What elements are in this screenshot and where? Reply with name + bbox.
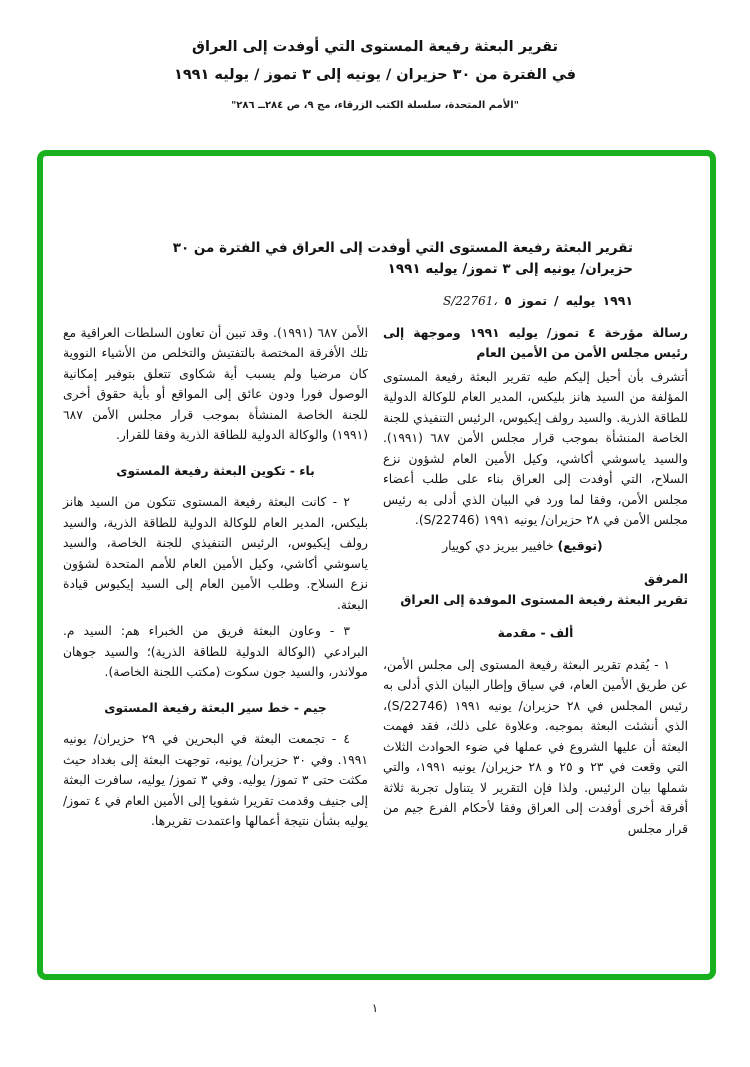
section-heading-b: باء - تكوين البعثة رفيعة المستوى [116, 463, 315, 478]
letter-body: أتشرف بأن أحيل إليكم طيه تقرير البعثة رفيعة المستوى المؤلفة من السيد هانز بليكس، المدير العام للوكالة الدولية للطاقة الذرية. والسيد رولف إيكيوس، الرئيس التنفيذي للجنة الخاصة المنشأة بموجب قرار مجلس الأمن ٦٨٧ (١٩٩١). والسيد ياسوشي أكاشي، وكيل الأمين العام لشؤون نزع السلاح، التي أوفدت إلى العراق بناء على طلب أعضاء مجلس الأمن، وفقا لما ورد في البيان الذي أدلى به رئيس مجلس الأمن في ٢٨ حزيران/ يونيه ١٩٩١ (S/22746). [383, 369, 688, 528]
document-symbol-date-slash: / [554, 292, 559, 308]
page-title-line1: تقرير البعثة رفيعة المستوى التي أوفدت إلى العراق [192, 39, 558, 55]
section-heading-c: جيم - خط سير البعثة رفيعة المستوى [104, 700, 327, 715]
document-symbol-line [63, 292, 633, 310]
document-symbol-number: S/22761، [442, 293, 498, 308]
document-frame [37, 150, 716, 980]
signature-line [383, 536, 603, 557]
document-symbol-date-day: ٥ [504, 292, 512, 308]
document-symbol-date-month-en: يوليه [565, 292, 596, 308]
source-note: "الأمم المتحدة، سلسلة الكتب الزرقاء، مج ٩، ص ٢٨٤ــ ٢٨٦" [231, 99, 519, 111]
signature-label: (توقيع) [557, 538, 603, 553]
paragraph-3: ٣ - وعاون البعثة فريق من الخبراء هم: السيد م. البرادعي (الوكالة الدولية للطاقة الذرية)؛ والسيد جوهان مولاندر، والسيد جون سكوت (مكتب اللجنة الخاصة). [63, 624, 368, 680]
document-symbol-date-year: ١٩٩١ [602, 292, 633, 308]
page-header [0, 40, 750, 111]
column-second [63, 323, 368, 840]
document-heading: تقرير البعثة رفيعة المستوى التي أوفدت إلى العراق في الفترة من ٣٠ حزيران/ يونيه إلى ٣ تموز/ يوليه ١٩٩١ [172, 240, 633, 277]
letter-heading: رسالة مؤرخة ٤ تموز/ يوليه ١٩٩١ وموجهة إلى رئيس مجلس الأمن من الأمين العام [383, 325, 689, 361]
two-column-text [63, 323, 688, 840]
document-symbol-date-month-ar: تموز [518, 292, 548, 308]
document-symbol [440, 292, 633, 310]
signature-name: خافيير بيريز دي كوييار [442, 538, 554, 553]
column-first [383, 323, 688, 840]
page-number: ١ [371, 1001, 379, 1015]
paragraph-4: ٤ - تجمعت البعثة في البحرين في ٢٩ حزيران/ يونيه ١٩٩١. وفي ٣٠ حزيران/ يونيه، توجهت البعثة إلى بغداد حيث مكثت حتى ٣ تموز/ يوليه. وفي ٣ تموز/ يوليه، سافرت البعثة إلى جنيف وقدمت تقريرا شفويا إلى الأمين العام في ٤ تموز/ يوليه بشأن نتيجة أعمالها واعتمدت تقريرها. [63, 732, 369, 829]
paragraph-2: ٢ - كانت البعثة رفيعة المستوى تتكون من السيد هانز بليكس، المدير العام للوكالة الدولية للطاقة الذرية، والسيد رولف إيكيوس، الرئيس التنفيذي للجنة الخاصة، والسيد ياسوشي أكاشي، وكيل الأمين العام للأمم المتحدة لشؤون نزع السلاح. وطلب الأمين العام إلى السيد إيكيوس قيادة البعثة. [63, 495, 368, 612]
paragraph-1: ١ - يُقدم تقرير البعثة رفيعة المستوى إلى مجلس الأمن، عن طريق الأمين العام، في سياق وإطار البيان الذي أدلى به رئيس المجلس في ٢٨ حزيران/ يونيه ١٩٩١ (S/22746)، الذي أنشئت البعثة بموجبه. وعلاوة على ذلك، فقد فهمت البعثة أن عليها الشروع في عملها في ضوء الحوادث الثلاث التي وقعت في ٢٣ و ٢٥ و ٢٨ حزيران/ يونيه ١٩٩١، والتي شملها بيان الرئيس. ولذا فإن التقرير لا يتناول تجربة ثلاثة أفرقة أخرى أوفدت إلى العراق وفقا لأحكام الفرع جيم من قرار مجلس [383, 657, 688, 836]
annex-title: تقرير البعثة رفيعة المستوى الموفدة إلى العراق [400, 592, 688, 607]
section-heading-a: ألف - مقدمة [497, 626, 574, 641]
page-title-line2: في الفترة من ٣٠ حزيران / يونيه إلى ٣ تموز / يوليه ١٩٩١ [173, 66, 577, 83]
annex-label: المرفق [644, 572, 688, 587]
document-content [43, 156, 710, 839]
paragraph-1-continuation: الأمن ٦٨٧ (١٩٩١). وقد تبين أن تعاون السلطات العراقية مع تلك الأفرقة المختصة بالتفتيش والتخلص من الأشياء النووية كان مرضيا ولم يسبب أية شكاوى تتعلق بتوفير إمكانية الوصول فورا ودون عائق إلى المواقع أو بأية حقوق أخرى للجنة الخاصة المنشأة بموجب قرار مجلس الأمن ٦٨٧ (١٩٩١) والوكالة الدولية للطاقة الذرية وفقا للقرار. [63, 325, 368, 443]
